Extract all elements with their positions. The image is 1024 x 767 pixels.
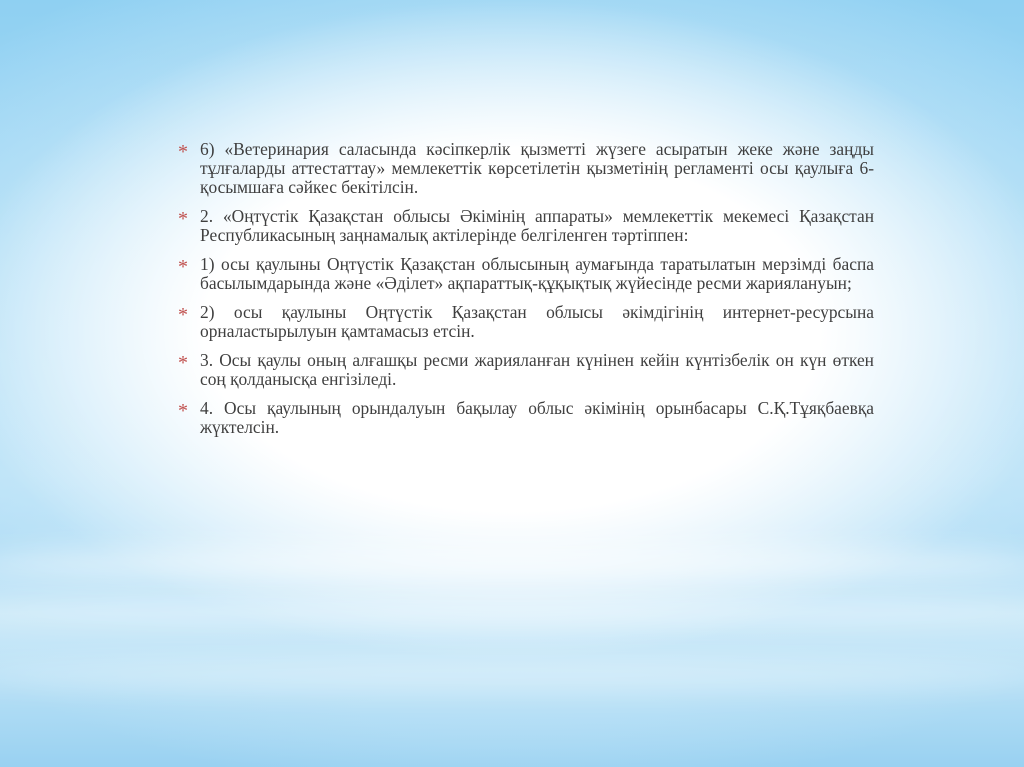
asterisk-bullet-icon: * [178, 256, 188, 278]
list-item-text: 4. Осы қаулының орындалуын бақылау облыс әкімінің орынбасары С.Қ.Тұяқбаевқа жүктелсін. [200, 398, 874, 437]
background-light-band [0, 660, 1024, 690]
list-item [178, 351, 874, 389]
list-item [178, 303, 874, 341]
background-light-band [0, 600, 1024, 622]
list-item-text: 3. Осы қаулы оның алғашқы ресми жарияланған күнінен кейін күнтізбелік он күн өткен соң қолданысқа енгізіледі. [200, 350, 874, 389]
list-item [178, 140, 874, 197]
list-item [178, 207, 874, 245]
list-item-text: 6) «Ветеринария саласында кәсіпкерлік қызметті жүзеге асыратын жеке және заңды тұлғаларды аттестаттау» мемлекеттік көрсетілетін қызметінің регламенті осы қаулыға 6-қосымшаға сәйкес бекітілсін. [200, 139, 874, 197]
list-item-text: 2. «Оңтүстік Қазақстан облысы Әкімінің аппараты» мемлекеттік мекемесі Қазақстан Республикасының заңнамалық актілерінде белгіленген тәртіппен: [200, 206, 874, 245]
list-item-text: 2) осы қаулыны Оңтүстік Қазақстан облысы әкімдігінің интернет-ресурсына орналастырылуын қамтамасыз етсін. [200, 302, 874, 341]
background-light-band [0, 545, 1024, 581]
asterisk-bullet-icon: * [178, 400, 188, 422]
list-item [178, 399, 874, 437]
list-item-text: 1) осы қаулыны Оңтүстік Қазақстан облысының аумағында таратылатын мерзімді баспа басылымдарында және «Әділет» ақпараттық-құқықтық жүйесінде ресми жариялануын; [200, 254, 874, 293]
asterisk-bullet-icon: * [178, 141, 188, 163]
asterisk-bullet-icon: * [178, 208, 188, 230]
asterisk-bullet-icon: * [178, 352, 188, 374]
asterisk-bullet-icon: * [178, 304, 188, 326]
bullet-list [178, 140, 874, 447]
list-item [178, 255, 874, 293]
